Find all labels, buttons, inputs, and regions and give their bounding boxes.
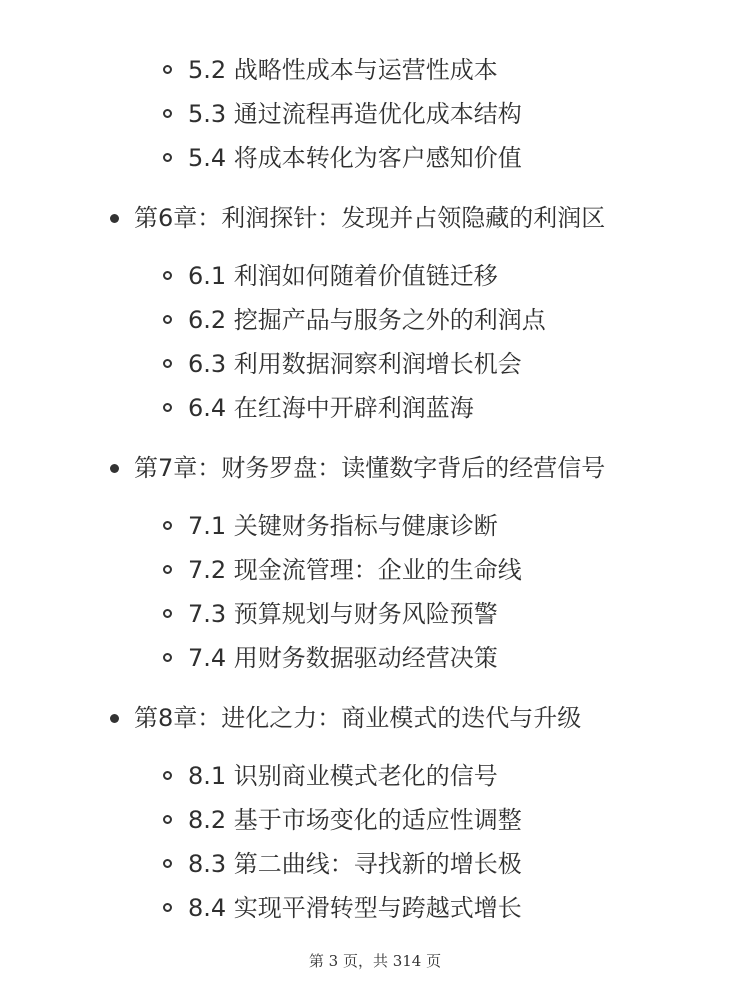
toc-item-label: 7.3 预算规划与财务风险预警 (188, 600, 498, 628)
toc-item-8-2 (0, 798, 750, 842)
toc-item-6-1 (0, 254, 750, 298)
hollow-bullet-icon (163, 403, 172, 412)
page-number-footer: 第 3 页，共 314 页 (308, 952, 442, 970)
toc-item-7-2 (0, 548, 750, 592)
hollow-bullet-icon (163, 859, 172, 868)
toc-item-8-3 (0, 842, 750, 886)
toc-item-label: 5.2 战略性成本与运营性成本 (188, 56, 498, 84)
hollow-bullet-icon (163, 315, 172, 324)
toc-item-6-2 (0, 298, 750, 342)
toc-item-label: 8.4 实现平滑转型与跨越式增长 (188, 894, 522, 922)
toc-item-label: 5.3 通过流程再造优化成本结构 (188, 100, 522, 128)
toc-item-label: 5.4 将成本转化为客户感知价值 (188, 144, 522, 172)
toc-item-7-3 (0, 592, 750, 636)
toc-chapter-label: 第8章：进化之力：商业模式的迭代与升级 (134, 704, 582, 732)
toc-chapter-8 (0, 690, 750, 746)
toc-item-8-1 (0, 754, 750, 798)
toc-item-5-3 (0, 92, 750, 136)
toc-item-label: 7.4 用财务数据驱动经营决策 (188, 644, 498, 672)
table-of-contents (0, 48, 750, 930)
toc-item-label: 6.1 利润如何随着价值链迁移 (188, 262, 498, 290)
toc-item-label: 6.4 在红海中开辟利润蓝海 (188, 394, 474, 422)
toc-item-6-4 (0, 386, 750, 430)
solid-bullet-icon (110, 464, 119, 473)
solid-bullet-icon (110, 714, 119, 723)
hollow-bullet-icon (163, 109, 172, 118)
hollow-bullet-icon (163, 271, 172, 280)
hollow-bullet-icon (163, 903, 172, 912)
hollow-bullet-icon (163, 609, 172, 618)
toc-item-7-4 (0, 636, 750, 680)
toc-chapter-6 (0, 190, 750, 246)
hollow-bullet-icon (163, 65, 172, 74)
hollow-bullet-icon (163, 153, 172, 162)
hollow-bullet-icon (163, 815, 172, 824)
hollow-bullet-icon (163, 653, 172, 662)
toc-item-7-1 (0, 504, 750, 548)
toc-chapter-7 (0, 440, 750, 496)
toc-item-label: 6.2 挖掘产品与服务之外的利润点 (188, 306, 546, 334)
hollow-bullet-icon (163, 359, 172, 368)
toc-item-label: 8.2 基于市场变化的适应性调整 (188, 806, 522, 834)
toc-item-label: 7.2 现金流管理：企业的生命线 (188, 556, 522, 584)
toc-item-8-4 (0, 886, 750, 930)
hollow-bullet-icon (163, 521, 172, 530)
toc-item-6-3 (0, 342, 750, 386)
toc-item-label: 8.1 识别商业模式老化的信号 (188, 762, 498, 790)
hollow-bullet-icon (163, 771, 172, 780)
solid-bullet-icon (110, 214, 119, 223)
toc-item-label: 6.3 利用数据洞察利润增长机会 (188, 350, 522, 378)
toc-item-label: 8.3 第二曲线：寻找新的增长极 (188, 850, 522, 878)
hollow-bullet-icon (163, 565, 172, 574)
toc-chapter-label: 第7章：财务罗盘：读懂数字背后的经营信号 (134, 454, 606, 482)
toc-chapter-label: 第6章：利润探针：发现并占领隐藏的利润区 (134, 204, 606, 232)
toc-item-5-4 (0, 136, 750, 180)
toc-item-label: 7.1 关键财务指标与健康诊断 (188, 512, 498, 540)
toc-item-5-2 (0, 48, 750, 92)
